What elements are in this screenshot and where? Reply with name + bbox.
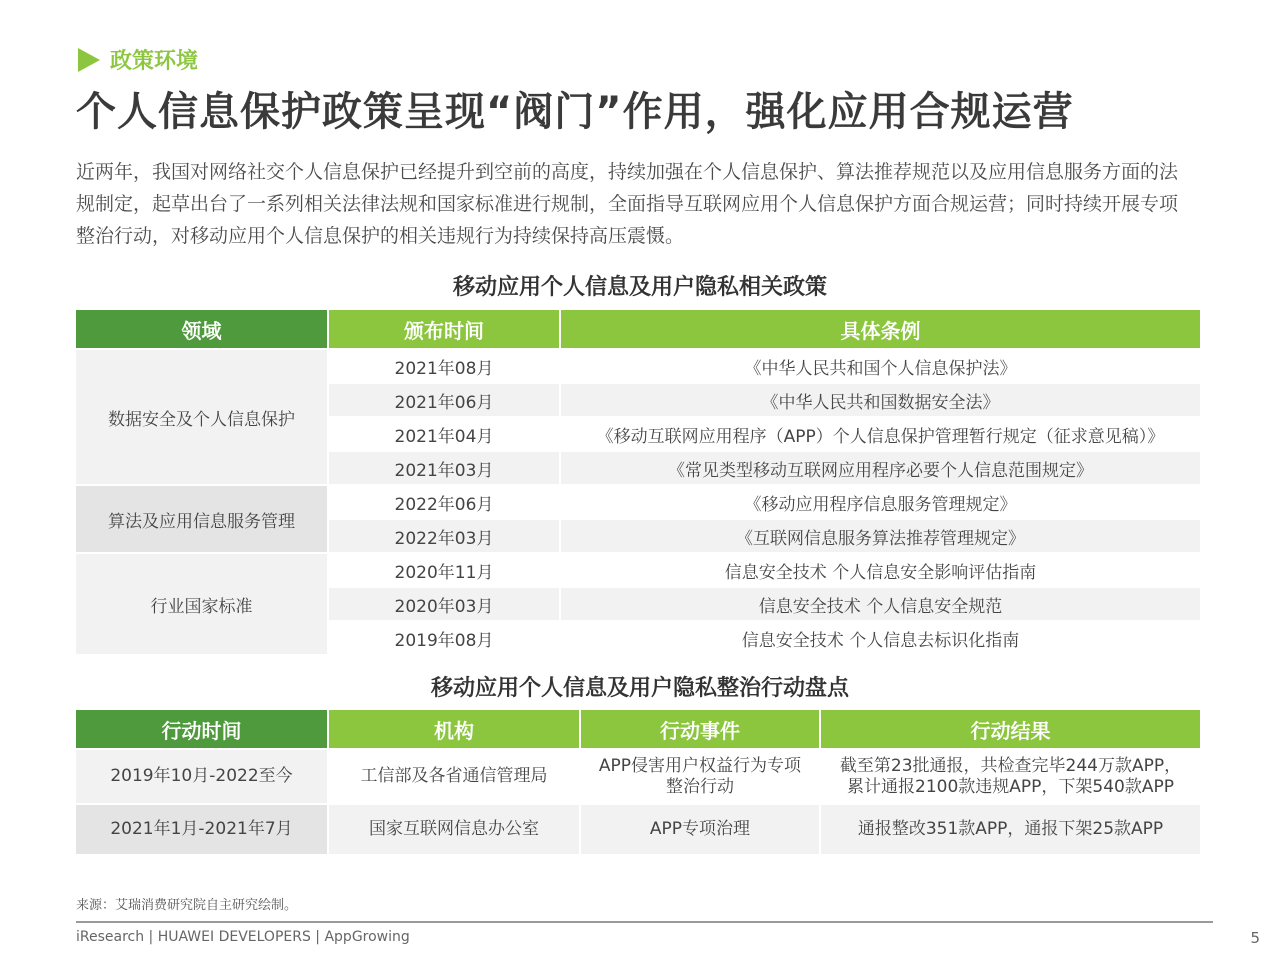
page-title: 个人信息保护政策呈现“阀门”作用，强化应用合规运营	[76, 89, 1074, 135]
item-cell: 信息安全技术 个人信息去标识化指南	[560, 621, 1200, 655]
date-cell: 2019年08月	[328, 621, 560, 655]
item-cell: 信息安全技术 个人信息安全规范	[560, 587, 1200, 621]
action-table-header	[76, 710, 1200, 749]
section-tag	[78, 44, 198, 75]
header-item: 具体条例	[560, 310, 1200, 349]
header-event: 行动事件	[580, 710, 820, 749]
result-line: 累计通报2100款违规APP，下架540款APP	[847, 776, 1174, 797]
date-cell: 2022年06月	[328, 485, 560, 519]
table-row	[76, 349, 1200, 383]
action-table	[76, 710, 1200, 856]
header-org: 机构	[328, 710, 580, 749]
header-domain: 领域	[76, 310, 328, 349]
footer-divider	[76, 921, 1213, 923]
item-cell: 《移动互联网应用程序（APP）个人信息保护管理暂行规定（征求意见稿）》	[560, 417, 1200, 451]
item-cell: 《中华人民共和国个人信息保护法》	[560, 349, 1200, 383]
domain-cell: 算法及应用信息服务管理	[76, 485, 328, 553]
header-action-time: 行动时间	[76, 710, 328, 749]
footer-brand: iResearch | HUAWEI DEVELOPERS | AppGrowing	[76, 929, 410, 945]
org-cell: 工信部及各省通信管理局	[328, 749, 580, 804]
item-cell: 《移动应用程序信息服务管理规定》	[560, 485, 1200, 519]
page-number: 5	[1250, 929, 1260, 947]
item-cell: 《互联网信息服务算法推荐管理规定》	[560, 519, 1200, 553]
action-time-cell: 2019年10月-2022至今	[76, 749, 328, 804]
date-cell: 2021年04月	[328, 417, 560, 451]
intro-paragraph: 近两年，我国对网络社交个人信息保护已经提升到空前的高度，持续加强在个人信息保护、算法推荐规范以及应用信息服务方面的法规制定，起草出台了一系列相关法律法规和国家标准进行规制，全面指导互联网应用个人信息保护方面合规运营；同时持续开展专项整治行动，对移动应用个人信息保护的相关违规行为持续保持高压震慑。	[76, 161, 1179, 247]
date-cell: 2021年06月	[328, 383, 560, 417]
org-cell: 国家互联网信息办公室	[328, 804, 580, 855]
table-row	[76, 749, 1200, 804]
event-line: APP专项治理	[649, 819, 751, 839]
table-row	[76, 804, 1200, 855]
event-cell	[580, 804, 820, 855]
section-label: 政策环境	[110, 49, 199, 74]
header-date: 颁布时间	[328, 310, 560, 349]
date-cell: 2021年08月	[328, 349, 560, 383]
domain-cell: 行业国家标准	[76, 553, 328, 655]
item-cell: 《常见类型移动互联网应用程序必要个人信息范围规定》	[560, 451, 1200, 485]
event-line: APP侵害用户权益行为专项	[598, 755, 802, 776]
date-cell: 2021年03月	[328, 451, 560, 485]
item-cell: 《中华人民共和国数据安全法》	[560, 383, 1200, 417]
source-note: 来源：艾瑞消费研究院自主研究绘制。	[76, 898, 298, 913]
table-row	[76, 485, 1200, 519]
result-line: 截至第23批通报，共检查完毕244万款APP，	[839, 755, 1182, 776]
result-cell	[820, 804, 1200, 855]
event-line: 整治行动	[666, 776, 734, 797]
result-cell	[820, 749, 1200, 804]
event-cell	[580, 749, 820, 804]
action-table-title: 移动应用个人信息及用户隐私整治行动盘点	[430, 676, 849, 701]
table-row	[76, 553, 1200, 587]
play-arrow-icon	[78, 48, 100, 72]
domain-cell: 数据安全及个人信息保护	[76, 349, 328, 485]
header-result: 行动结果	[820, 710, 1200, 749]
date-cell: 2020年03月	[328, 587, 560, 621]
item-cell: 信息安全技术 个人信息安全影响评估指南	[560, 553, 1200, 587]
date-cell: 2020年11月	[328, 553, 560, 587]
date-cell: 2022年03月	[328, 519, 560, 553]
result-line: 通报整改351款APP，通报下架25款APP	[857, 819, 1164, 839]
policy-table-header	[76, 310, 1200, 349]
policy-table-title: 移动应用个人信息及用户隐私相关政策	[452, 275, 827, 300]
policy-table	[76, 310, 1200, 656]
action-time-cell: 2021年1月-2021年7月	[76, 804, 328, 855]
